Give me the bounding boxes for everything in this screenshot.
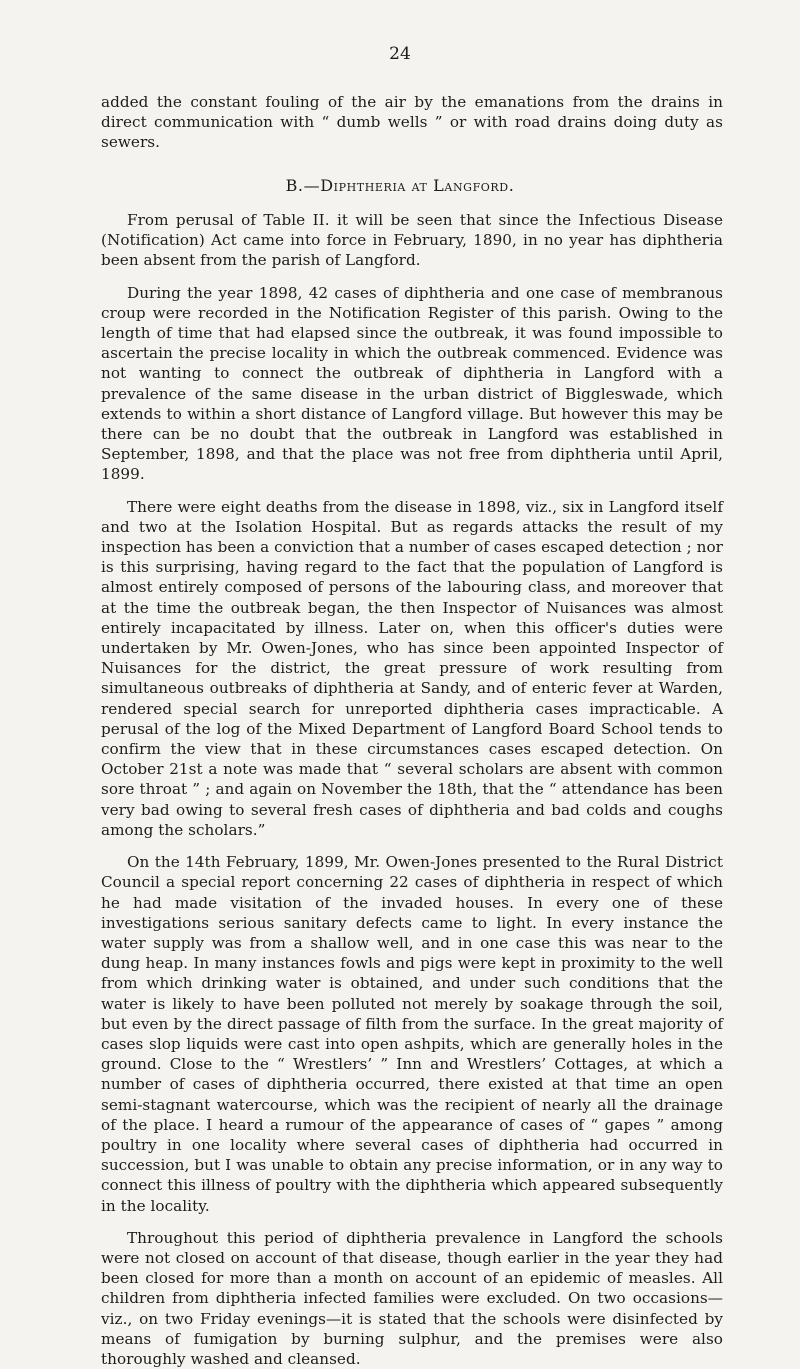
paragraph: From perusal of Table II. it will be seen that since the Infectious Disease (Notification) Act came into force in February, 1890, in no year has diphtheria been absent from the parish of Langford. [101, 211, 723, 270]
paragraph: Throughout this period of diphtheria prevalence in Langford the schools were not closed on account of that disease, though earlier in the year they had been closed for more than a month on account of an epidemic of measles. All children from diphtheria infected families were excluded. On two occasions— viz., on two Friday evenings—it is stated that the schools were disinfected by means of fumigation by burning sulphur, and the premises were also thoroughly washed and cleansed. [101, 1228, 723, 1368]
opening-paragraph: added the constant fouling of the air by the emanations from the drains in direct communication with “ dumb wells ” or with road drains doing duty as sewers. [101, 93, 723, 152]
page-number: 24 [389, 44, 411, 64]
section-heading-prefix: B.— [285, 176, 321, 195]
opening-text [101, 92, 723, 153]
section-heading-title: Diphtheria at Langford. [320, 176, 515, 195]
paragraph: During the year 1898, 42 cases of diphtheria and one case of membranous croup were recorded in the Notification Register of this parish. Owing to the length of time that had elapsed since the outbreak, it was found impossible to ascertain the precise locality in which the outbreak commenced. Evidence was not wanting to connect the outbreak of diphtheria in Langford with a prevalence of the same disease in the urban district of Biggleswade, which extends to within a short distance of Langford village. But however this may be there can be no doubt that the outbreak in Langford was established in September, 1898, and that the place was not free from diphtheria until April, 1899. [101, 283, 723, 484]
paragraph: On the 14th February, 1899, Mr. Owen-Jones presented to the Rural District Council a special report concerning 22 cases of diphtheria in respect of which he had made visitation of the invaded houses. In every one of these investigations serious sanitary defects came to light. In every instance the water supply was from a shallow well, and in one case this was near to the dung heap. In many instances fowls and pigs were kept in proximity to the well from which drinking water is obtained, and under such conditions that the water is likely to have been polluted not merely by soakage through the soil, but even by the direct passage of filth from the surface. In the great majority of cases slop liquids were cast into open ashpits, which are generally holes in the ground. Close to the “ Wrestlers’ ” Inn and Wrestlers’ Cottages, at which a number of cases of diphtheria occurred, there existed at that time an open semi-stagnant watercourse, which was the recipient of nearly all the drainage of the place. I heard a rumour of the appearance of cases of “ gapes ” among poultry in one locality where several cases of diphtheria had occurred in succession, but I was unable to obtain any precise information, or in any way to connect this illness of poultry with the diphtheria which appeared subsequently in the locality. [101, 853, 723, 1215]
paragraph: There were eight deaths from the disease in 1898, viz., six in Langford itself and two at the Isolation Hospital. But as regards attacks the result of my inspection has been a conviction that a number of cases escaped detection ; nor is this surprising, having regard to the fact that the population of Langford is almost entirely composed of persons of the labouring class, and moreover that at the time the outbreak began, the then Inspector of Nuisances was almost entirely incapacitated by illness. Later on, when this officer's duties were undertaken by Mr. Owen-Jones, who has since been appointed Inspector of Nuisances for the district, the great pressure of work resulting from simultaneous outbreaks of diphtheria at Sandy, and of enteric fever at Warden, rendered special search for unreported diphtheria cases impracticable. A perusal of the log of the Mixed Department of Langford Board School tends to confirm the view that in these circumstances cases escaped detection. On October 21st a note was made that “ several scholars are absent with common sore throat ” ; and again on November the 18th, that the “ attendance has been very bad owing to several fresh cases of diphtheria and bad colds and coughs among the scholars.” [101, 497, 723, 839]
section-heading [0, 176, 800, 195]
body-text [101, 210, 723, 1369]
